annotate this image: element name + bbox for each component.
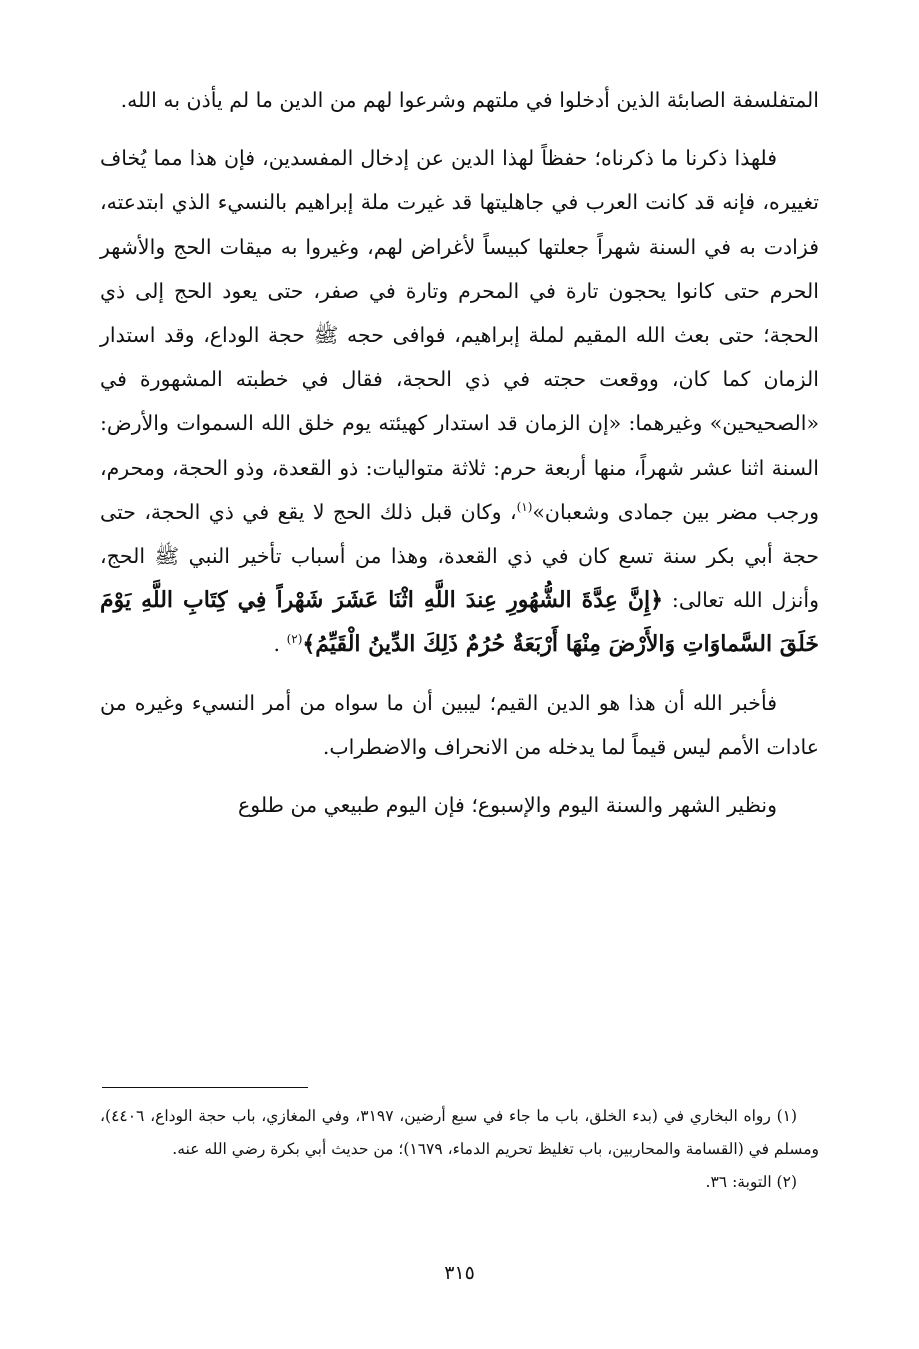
paragraph-1: المتفلسفة الصابئة الذين أدخلوا في ملتهم وشرعوا لهم من الدين ما لم يأذن به الله. xyxy=(120,88,819,112)
footnotes xyxy=(100,1100,819,1199)
page-number: ٣١٥ xyxy=(444,1262,475,1284)
paragraph-2-part-b: ، وكان قبل ذلك الحج لا يقع في ذي الحجة، حتى حجة أبي بكر سنة تسع كان في ذي القعدة، وهذا من أسباب تأخير النبي ﷺ الحج، وأنزل الله تعالى: xyxy=(100,499,819,613)
paragraph-2 xyxy=(100,136,819,666)
main-text xyxy=(100,78,819,827)
paragraph-2-end: . xyxy=(273,632,287,657)
paragraph-3: فأخبر الله أن هذا هو الدين القيم؛ ليبين أن ما سواه من أمر النسيء وغيره من عادات الأمم ليس قيماً لما يدخله من الانحراف والاضطراب. xyxy=(100,690,819,759)
quran-verse: ﴿إِنَّ عِدَّةَ الشُّهُورِ عِندَ اللَّهِ اثْنَا عَشَرَ شَهْراً فِي كِتَابِ اللَّهِ يَوْمَ خَلَقَ السَّماوَاتِ وَالأَرْضَ مِنْهَا أَرْبَعَةٌ حُرُمٌ ذَلِكَ الدِّينُ الْقَيِّمُ﴾ xyxy=(100,587,819,658)
paragraph-4: ونظير الشهر والسنة اليوم والإسبوع؛ فإن اليوم طبيعي من طلوع xyxy=(238,793,777,818)
footnote-reference-2: (٢) xyxy=(286,632,303,647)
paragraph-2-part-a: فلهذا ذكرنا ما ذكرناه؛ حفظاً لهذا الدين عن إدخال المفسدين، فإن هذا مما يُخاف تغييره، فإنه قد كانت العرب في جاهليتها قد غيرت ملة إبراهيم بالنسيء الذي ابتدعته، فزادت به في السنة شهراً جعلتها كبيساً لأغراض لهم، وغيروا به ميقات الحج والأشهر الحرم حتى كانوا يحجون تارة في المحرم وتارة في صفر، حتى يعود الحج إلى ذي الحجة؛ حتى بعث الله المقيم لملة إبراهيم، فوافى حجه ﷺ حجة الوداع، وقد استدار الزمان كما كان، ووقعت حجته في ذي الحجة، فقال في خطبته المشهورة في «الصحيحين» وغيرهما: «إن الزمان قد استدار كهيئته يوم خلق الله السموات والأرض: السنة اثنا عشر شهراً، منها أربعة حرم: ثلاثة متواليات: ذو القعدة، وذو الحجة، ومحرم، ورجب مضر بين جمادى وشعبان» xyxy=(100,146,819,524)
footnote-reference-1: (١) xyxy=(516,500,533,514)
footnote-1: (١) رواه البخاري في (بدء الخلق، باب ما جاء في سبع أرضين، ٣١٩٧، وفي المغازي، باب حجة الوداع، ٤٤٠٦)، ومسلم في (القسامة والمحاربين، باب تغليظ تحريم الدماء، ١٦٧٩)؛ من حديث أبي بكرة رضي الله عنه. xyxy=(100,1107,819,1158)
footnote-2: (٢) التوبة: ٣٦. xyxy=(705,1173,797,1191)
footnote-separator xyxy=(102,1087,308,1088)
